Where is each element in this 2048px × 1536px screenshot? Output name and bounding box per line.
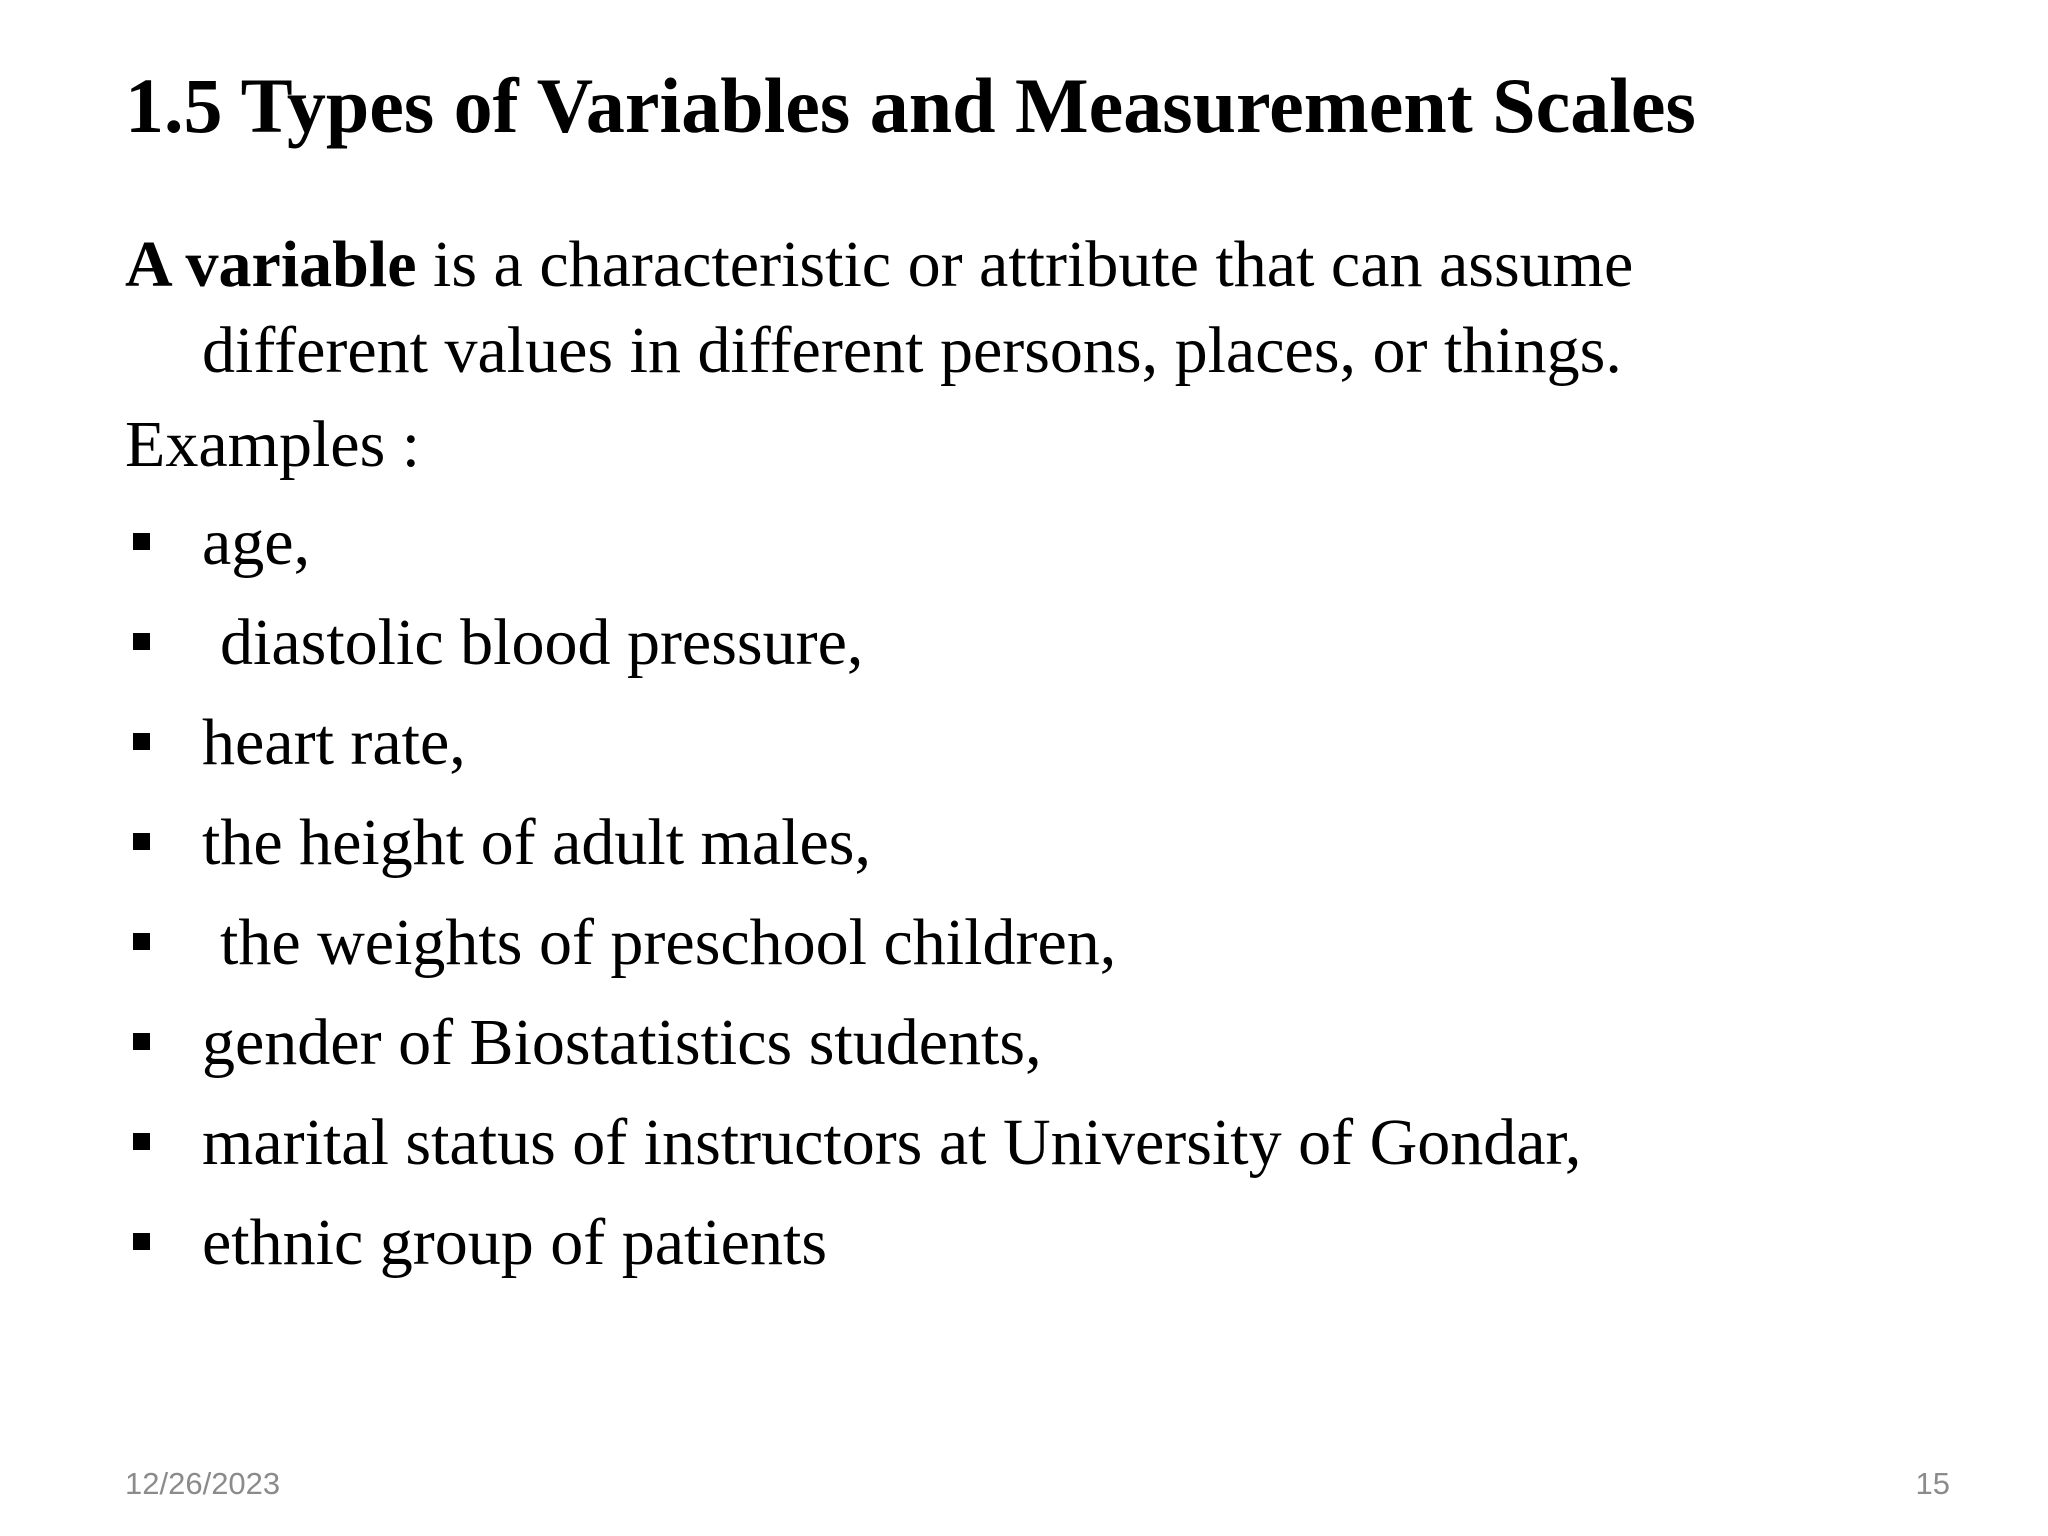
square-bullet-icon xyxy=(133,633,150,650)
example-text: heart rate, xyxy=(202,706,466,779)
definition-text-line2: different values in different persons, places, or things. xyxy=(202,314,1622,387)
square-bullet-icon xyxy=(133,1233,150,1250)
square-bullet-icon xyxy=(133,733,150,750)
example-text: gender of Biostatistics students, xyxy=(202,1006,1042,1079)
definition-first-line xyxy=(125,222,1775,308)
example-text: age, xyxy=(202,506,311,579)
definition-term: A variable xyxy=(125,228,417,301)
example-text: ethnic group of patients xyxy=(202,1206,828,1279)
square-bullet-icon xyxy=(133,1033,150,1050)
square-bullet-icon xyxy=(133,1133,150,1150)
square-bullet-icon xyxy=(133,833,150,850)
footer-page-number: 15 xyxy=(1915,1466,1950,1501)
slide-title: 1.5 Types of Variables and Measurement Scales xyxy=(125,62,1696,149)
example-text: the height of adult males, xyxy=(202,806,871,879)
examples-heading: Examples : xyxy=(125,408,421,481)
example-text: marital status of instructors at University of Gondar, xyxy=(202,1106,1582,1179)
definition-text-line1: is a characteristic or attribute that can assume xyxy=(416,228,1634,301)
example-text: the weights of preschool children, xyxy=(220,906,1117,979)
footer-date: 12/26/2023 xyxy=(125,1466,281,1501)
variable-definition xyxy=(125,222,1775,394)
square-bullet-icon xyxy=(133,533,150,550)
square-bullet-icon xyxy=(133,933,150,950)
example-text: diastolic blood pressure, xyxy=(220,606,864,679)
